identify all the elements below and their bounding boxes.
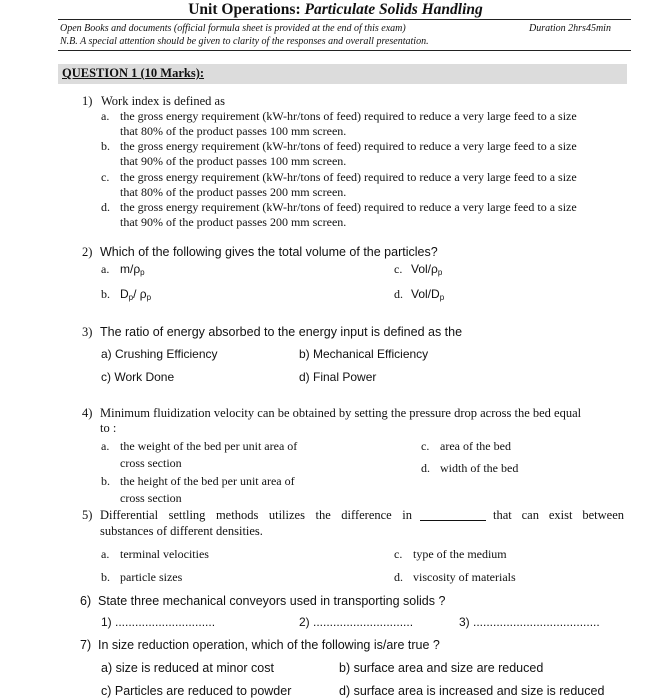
q4-option-a-line1: the weight of the bed per unit area of	[120, 439, 298, 453]
exam-note-1: Open Books and documents (official formula sheet is provided at the end of this exam)	[60, 23, 406, 34]
q1-option-d-letter: d.	[101, 200, 110, 214]
q3-option-d: d) Final Power	[299, 370, 377, 384]
q4-option-b-line2: cross section	[120, 491, 182, 505]
q4-option-d-letter: d.	[421, 461, 430, 475]
q6-stem: State three mechanical conveyors used in transporting solids ?	[98, 594, 446, 608]
q1-option-d-line2: that 90% of the product passes 200 mm screen.	[120, 215, 347, 229]
q5-number: 5)	[82, 508, 93, 522]
q5-answer-blank	[420, 520, 486, 521]
q1-stem: Work index is defined as	[101, 94, 225, 108]
q4-option-b-letter: b.	[101, 474, 110, 488]
q2-option-a: $m/\rho_p$	[120, 262, 145, 277]
q5-option-d-letter: d.	[394, 570, 403, 584]
q5-option-d: viscosity of materials	[413, 570, 516, 584]
question-heading: QUESTION 1 (10 Marks):	[62, 66, 205, 80]
q7-option-b: b) surface area and size are reduced	[339, 661, 544, 675]
q7-option-d: d) surface area is increased and size is reduced	[339, 684, 605, 698]
q1-option-b-letter: b.	[101, 139, 110, 153]
q3-number: 3)	[82, 325, 93, 339]
q1-number: 1)	[82, 94, 93, 108]
q5-stem-part1: Differential settling methods utilizes the difference in	[100, 508, 412, 522]
q1-option-a-letter: a.	[101, 109, 110, 123]
q6-blank-3[interactable]: 3) ......................................	[459, 615, 600, 629]
q1-option-c-letter: c.	[101, 170, 110, 184]
q5-option-b: particle sizes	[120, 570, 183, 584]
q3-option-a: a) Crushing Efficiency	[101, 347, 218, 361]
q2-option-c: Vol/$\rho_p$	[411, 262, 443, 277]
q1-option-c-line1: the gross energy requirement (kW-hr/tons of feed) required to reduce a very large feed to a size	[120, 170, 577, 184]
exam-note-2: N.B. A special attention should be given to clarity of the responses and overall presentation.	[60, 36, 429, 47]
q2-number: 2)	[82, 245, 93, 259]
header-rule	[58, 50, 631, 51]
q3-option-b: b) Mechanical Efficiency	[299, 347, 429, 361]
q1-option-a-line1: the gross energy requirement (kW-hr/tons of feed) required to reduce a very large feed to a size	[120, 109, 577, 123]
q1-option-a-line2: that 80% of the product passes 100 mm screen.	[120, 124, 347, 138]
q7-option-c: c) Particles are reduced to powder	[101, 684, 292, 698]
q4-number: 4)	[82, 406, 93, 420]
q5-stem-line2: substances of different densities.	[100, 524, 263, 538]
q2-option-b: $D_p/$ $\rho_p$	[120, 287, 152, 302]
q5-stem-part2: that can exist between	[493, 508, 624, 522]
q2-option-a-letter: a.	[101, 262, 110, 276]
q3-option-c: c) Work Done	[101, 370, 175, 384]
q5-option-c-letter: c.	[394, 547, 403, 561]
exam-duration: Duration 2hrs45min	[529, 23, 611, 34]
q4-stem-line2: to :	[100, 421, 117, 435]
q2-option-d: Vol/$D_p$	[411, 287, 445, 302]
q4-option-a-letter: a.	[101, 439, 110, 453]
q6-blank-1[interactable]: 1) ..............................	[101, 615, 216, 629]
q5-option-b-letter: b.	[101, 570, 110, 584]
q1-option-b-line2: that 90% of the product passes 100 mm screen.	[120, 154, 347, 168]
q1-option-c-line2: that 80% of the product passes 200 mm screen.	[120, 185, 347, 199]
q4-option-b-line1: the height of the bed per unit area of	[120, 474, 295, 488]
q4-option-a-line2: cross section	[120, 456, 182, 470]
q7-option-a: a) size is reduced at minor cost	[101, 661, 274, 675]
q5-option-a-letter: a.	[101, 547, 110, 561]
q4-stem-line1: Minimum fluidization velocity can be obtained by setting the pressure drop across the bed equal	[100, 406, 582, 420]
q6-number: 6)	[80, 594, 92, 608]
q3-stem: The ratio of energy absorbed to the energy input is defined as the	[100, 325, 463, 339]
q5-option-a: terminal velocities	[120, 547, 209, 561]
q4-option-c-letter: c.	[421, 439, 430, 453]
q4-option-c: area of the bed	[440, 439, 511, 453]
q2-stem: Which of the following gives the total volume of the particles?	[100, 245, 438, 259]
q1-option-b-line1: the gross energy requirement (kW-hr/tons of feed) required to reduce a very large feed to a size	[120, 139, 577, 153]
q5-option-c: type of the medium	[413, 547, 507, 561]
q4-option-d: width of the bed	[440, 461, 519, 475]
q2-option-b-letter: b.	[101, 287, 110, 301]
q1-option-d-line1: the gross energy requirement (kW-hr/tons of feed) required to reduce a very large feed to a size	[120, 200, 577, 214]
q7-number: 7)	[80, 638, 92, 652]
q2-option-c-letter: c.	[394, 262, 403, 276]
page-title: Unit Operations: Particulate Solids Handling	[188, 1, 483, 18]
q2-option-d-letter: d.	[394, 287, 403, 301]
q7-stem: In size reduction operation, which of the following is/are true ?	[98, 638, 440, 652]
q6-blank-2[interactable]: 2) ..............................	[299, 615, 414, 629]
title-rule	[58, 19, 631, 20]
